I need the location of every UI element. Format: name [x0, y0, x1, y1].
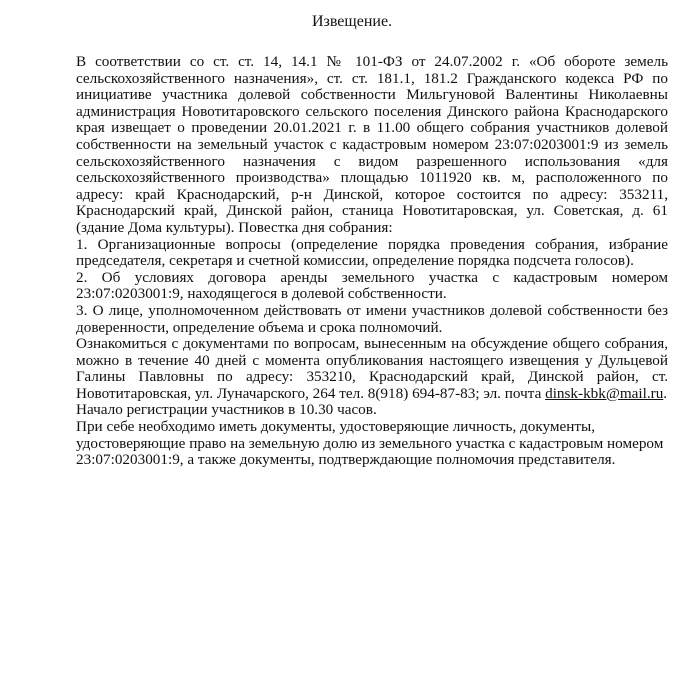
agenda-item-3: 3. О лице, уполномоченном действовать от имени участников долевой собственности без доверенности, определение объема и срока полномочий. [76, 301, 668, 336]
agenda-item-2: 2. Об условиях договора аренды земельного участка с кадастровым номером 23:07:0203001:9, находящегося в долевой собственности. [76, 268, 668, 303]
closing-paragraph: При себе необходимо иметь документы, удостоверяющие личность, документы, удостоверяющие право на земельную долю из земельного участка с кадастровым номером 23:07:0203001:9, а также документы, подтверждающие полномочия представителя. [76, 418, 664, 469]
contact-paragraph-end: . [663, 384, 668, 402]
contact-paragraph [76, 336, 668, 402]
email-link[interactable]: dinsk-kbk@mail.ru [545, 384, 664, 402]
contact-paragraph-text: Ознакомиться с документами по вопросам, вынесенным на обсуждение общего собрания, можно в течение 40 дней с момента опубликования настоящего извещения у Дульцевой Галины Павловны по адресу: 353210, Краснодарский край, Динской район, ст. Новотитаровская, ул. Луначарского, 264 тел. 8(918) 694-87-83; эл. почта [76, 335, 668, 402]
notice-intro-paragraph: В соответствии со ст. ст. 14, 14.1 № 101-ФЗ от 24.07.2002 г. «Об обороте земель сельскохозяйственного назначения», ст. ст. 181.1, 181.2 Гражданского кодекса РФ по инициативе участника долевой собственности Мильгуновой Валентины Николаевны администрация Новотитаровского сельского поселения Динского района Краснодарского края извещает о проведении 20.01.2021 г. в 11.00 общего собрания участников долевой собственности на земельный участок с кадастровым номером 23:07:0203001:9 из земель сельскохозяйственного назначения с видом разрешенного использования «для сельскохозяйственного производства» площадью 1011920 кв. м, расположенного по адресу: край Краснодарский, р-н Динской, которое состоится по адресу: 353211, Краснодарский край, Динской район, станица Новотитаровская, ул. Советская, д. 61 (здание Дома культуры). Повестка дня собрания: [76, 53, 668, 236]
agenda-item-1: 1. Организационные вопросы (определение порядка проведения собрания, избрание председателя, секретаря и счетной комиссии, определение порядка подсчета голосов). [76, 235, 668, 270]
notice-title: Извещение. [311, 13, 393, 30]
registration-time: Начало регистрации участников в 10.30 часов. [76, 401, 377, 419]
